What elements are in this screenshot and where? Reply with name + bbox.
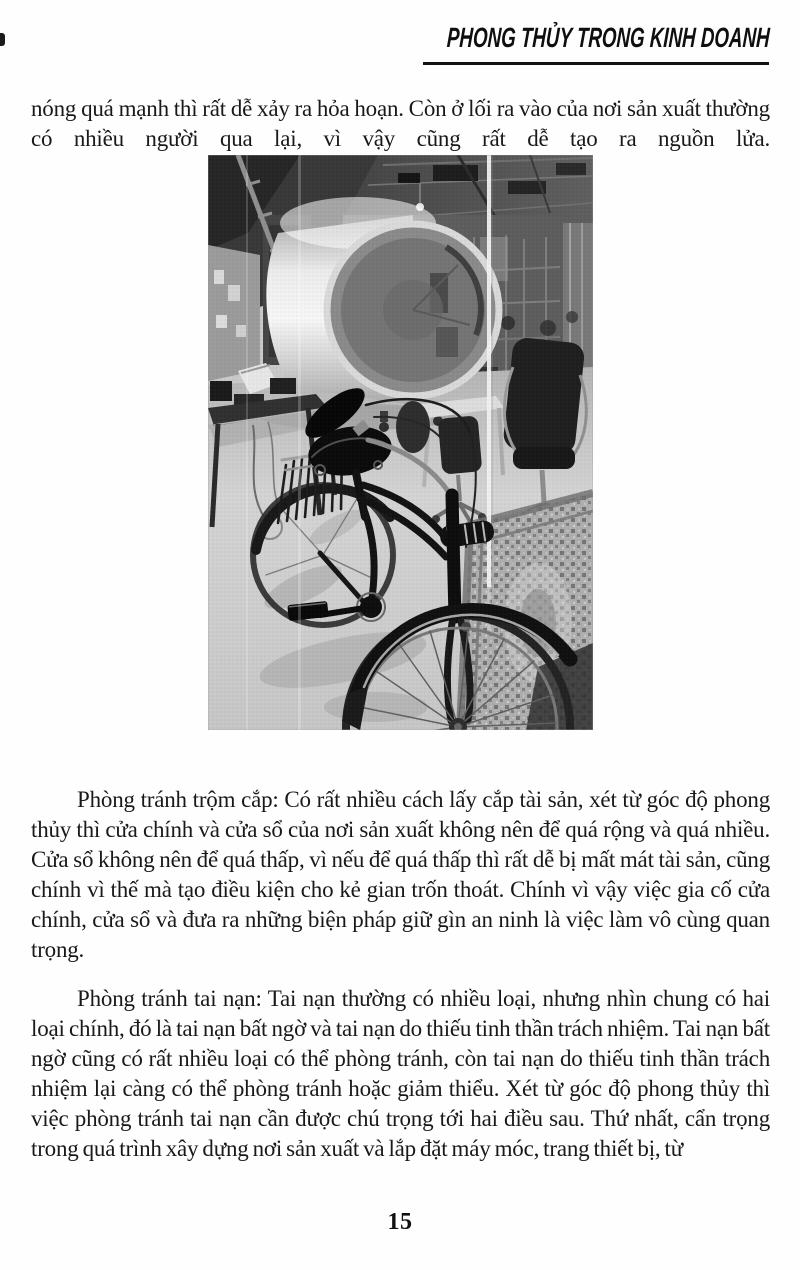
workshop-photo-illustration [208, 155, 593, 730]
paragraph-theft-prevention: Phòng tránh trộm cắp: Có rất nhiều cách lấy cắp tài sản, xét từ góc độ phong thủy thì cửa chính và cửa sổ của nơi sản xuất không nên để quá rộng và quá nhiều. Cửa sổ không nên để quá thấp, vì nếu để quá thấp thì rất dễ bị mất mát tài sản, cũng chính vì thế mà tạo điều kiện cho kẻ gian trốn thoát. Chính vì vậy việc gia cố cửa chính, cửa sổ và đưa ra những biện pháp giữ gìn an ninh là việc làm vô cùng quan trọng. [31, 787, 770, 962]
scan-artifact [0, 33, 5, 46]
paragraph-accident-prevention: Phòng tránh tai nạn: Tai nạn thường có nhiều loại, nhưng nhìn chung có hai loại chính, đó là tai nạn bất ngờ và tai nạn do thiếu tinh thần trách nhiệm. Tai nạn bất ngờ cũng có rất nhiều loại có thể phòng tránh, còn tai nạn do thiếu tinh thần trách nhiệm lại càng có thể phòng tránh hoặc giảm thiểu. Xét từ góc độ phong thủy thì việc phòng tránh tai nạn cần được chú trọng tới hai điều sau. Thứ nhất, cẩn trọng trong quá trình xây dựng nơi sản xuất và lắp đặt máy móc, trang thiết bị, từ [31, 986, 770, 1161]
running-header-title: PHONG THỦY TRONG KINH DOANH [446, 22, 771, 53]
header-rule [423, 62, 769, 65]
page-number: 15 [387, 1209, 413, 1235]
workshop-photo [208, 155, 593, 730]
paragraph-intro: nóng quá mạnh thì rất dễ xảy ra hỏa hoạn. Còn ở lối ra vào của nơi sản xuất thường có nhiều người qua lại, vì vậy cũng rất dễ tạo ra nguồn lửa. [31, 96, 770, 151]
halftone-overlay [208, 155, 593, 730]
